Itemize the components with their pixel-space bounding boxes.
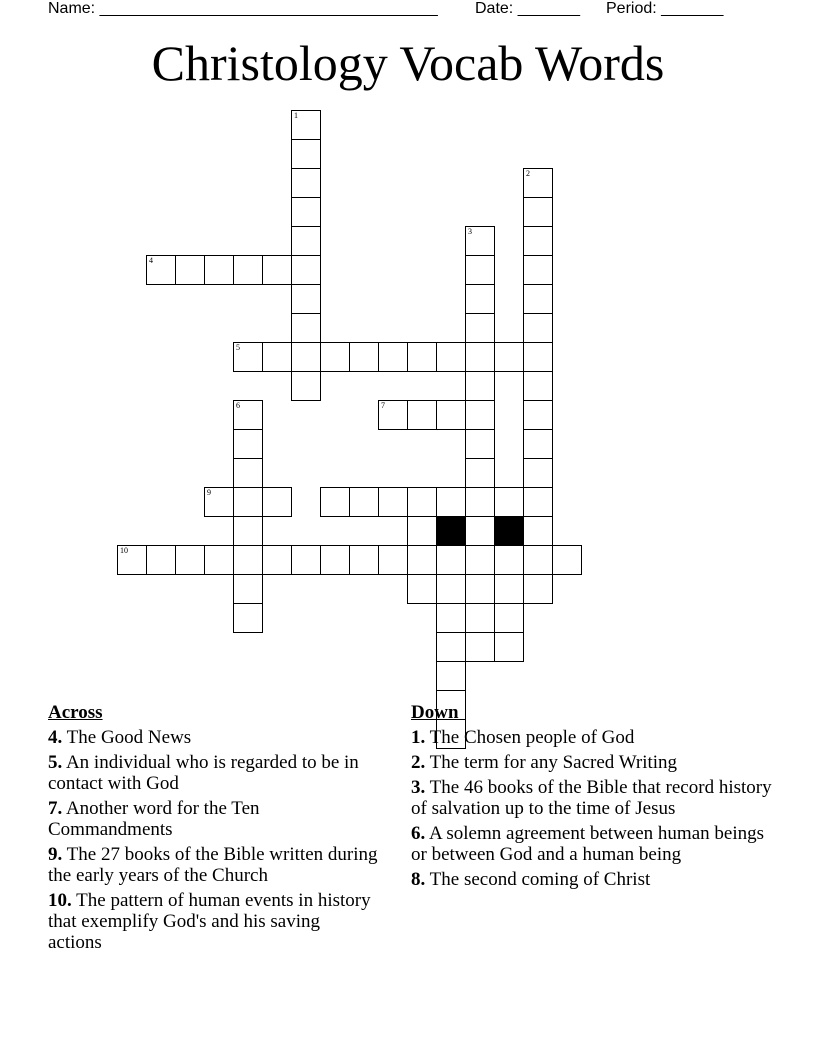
grid-cell[interactable] xyxy=(233,400,263,430)
grid-cell[interactable] xyxy=(552,545,582,575)
grid-cell[interactable] xyxy=(465,545,495,575)
grid-cell[interactable] xyxy=(523,342,553,372)
cell-number: 2 xyxy=(526,169,530,178)
grid-cell[interactable] xyxy=(523,400,553,430)
grid-cell[interactable] xyxy=(436,574,466,604)
grid-cell[interactable] xyxy=(204,255,234,285)
grid-cell[interactable] xyxy=(320,545,350,575)
grid-cell[interactable] xyxy=(523,487,553,517)
clue-down xyxy=(411,752,776,773)
grid-cell[interactable] xyxy=(175,545,205,575)
grid-cell[interactable] xyxy=(291,168,321,198)
grid-cell[interactable] xyxy=(523,226,553,256)
grid-cell[interactable] xyxy=(378,342,408,372)
grid-cell[interactable] xyxy=(291,197,321,227)
grid-cell[interactable] xyxy=(494,487,524,517)
grid-cell[interactable] xyxy=(233,342,263,372)
grid-cell[interactable] xyxy=(262,342,292,372)
grid-cell[interactable] xyxy=(494,545,524,575)
grid-cell[interactable] xyxy=(233,574,263,604)
clue-number: 6. xyxy=(411,823,426,844)
grid-cell[interactable] xyxy=(523,545,553,575)
grid-cell[interactable] xyxy=(436,661,466,691)
clue-down xyxy=(411,727,776,748)
grid-black-cell xyxy=(436,516,466,546)
down-clues xyxy=(411,702,776,894)
clue-across xyxy=(48,890,378,953)
clue-text: The 27 books of the Bible written during the early years of the Church xyxy=(48,844,378,886)
grid-cell[interactable] xyxy=(523,429,553,459)
clue-across xyxy=(48,727,378,748)
grid-cell[interactable] xyxy=(523,574,553,604)
grid-cell[interactable] xyxy=(436,545,466,575)
grid-cell[interactable] xyxy=(291,371,321,401)
clue-number: 8. xyxy=(411,869,426,890)
grid-cell[interactable] xyxy=(465,487,495,517)
grid-cell[interactable] xyxy=(465,516,495,546)
clue-across xyxy=(48,752,378,794)
cell-number: 9 xyxy=(207,488,211,497)
clue-number: 2. xyxy=(411,752,426,773)
grid-cell[interactable] xyxy=(204,545,234,575)
clue-down xyxy=(411,777,776,819)
grid-cell[interactable] xyxy=(494,632,524,662)
grid-cell[interactable] xyxy=(291,226,321,256)
grid-cell[interactable] xyxy=(204,487,234,517)
cell-number: 5 xyxy=(236,343,240,352)
grid-cell[interactable] xyxy=(349,545,379,575)
cell-number: 1 xyxy=(294,111,298,120)
across-clues xyxy=(48,702,378,957)
grid-cell[interactable] xyxy=(407,545,437,575)
grid-cell[interactable] xyxy=(291,313,321,343)
grid-cell[interactable] xyxy=(262,545,292,575)
across-heading: Across xyxy=(48,702,103,723)
date-field[interactable]: Date: _______ xyxy=(475,0,580,17)
cell-number: 4 xyxy=(149,256,153,265)
grid-cell[interactable] xyxy=(494,574,524,604)
clue-text: An individual who is regarded to be in contact with God xyxy=(48,752,359,794)
grid-cell[interactable] xyxy=(523,255,553,285)
grid-cell[interactable] xyxy=(436,632,466,662)
grid-cell[interactable] xyxy=(407,400,437,430)
clue-number: 3. xyxy=(411,777,426,798)
grid-cell[interactable] xyxy=(465,255,495,285)
grid-cell[interactable] xyxy=(233,255,263,285)
grid-cell[interactable] xyxy=(523,168,553,198)
grid-cell[interactable] xyxy=(523,458,553,488)
grid-cell[interactable] xyxy=(465,400,495,430)
grid-cell[interactable] xyxy=(523,516,553,546)
grid-cell[interactable] xyxy=(436,342,466,372)
clue-number: 5. xyxy=(48,752,63,773)
clue-text: The second coming of Christ xyxy=(429,869,651,890)
grid-cell[interactable] xyxy=(291,342,321,372)
clue-text: The 46 books of the Bible that record history of salvation up to the time of Jesus xyxy=(411,777,772,819)
puzzle-title: Christology Vocab Words xyxy=(151,35,665,91)
grid-cell[interactable] xyxy=(349,487,379,517)
cell-number: 6 xyxy=(236,401,240,410)
grid-cell[interactable] xyxy=(465,313,495,343)
grid-cell[interactable] xyxy=(291,255,321,285)
grid-cell[interactable] xyxy=(262,255,292,285)
clue-number: 7. xyxy=(48,798,63,819)
down-heading: Down xyxy=(411,702,459,723)
clue-number: 1. xyxy=(411,727,426,748)
grid-cell[interactable] xyxy=(262,487,292,517)
clue-across xyxy=(48,844,378,886)
grid-cell[interactable] xyxy=(436,487,466,517)
grid-cell[interactable] xyxy=(407,487,437,517)
name-field[interactable]: Name: ______________________________________ xyxy=(48,0,438,17)
grid-cell[interactable] xyxy=(465,458,495,488)
clue-text: Another word for the Ten Commandments xyxy=(48,798,260,840)
clue-text: A solemn agreement between human beings or between God and a human being xyxy=(411,823,764,865)
grid-cell[interactable] xyxy=(117,545,147,575)
grid-cell[interactable] xyxy=(407,574,437,604)
grid-black-cell xyxy=(494,516,524,546)
grid-cell[interactable] xyxy=(465,429,495,459)
cell-number: 7 xyxy=(381,401,385,410)
grid-cell[interactable] xyxy=(436,603,466,633)
clue-text: The term for any Sacred Writing xyxy=(429,752,678,773)
grid-cell[interactable] xyxy=(291,139,321,169)
grid-cell[interactable] xyxy=(436,400,466,430)
grid-cell[interactable] xyxy=(320,342,350,372)
grid-cell[interactable] xyxy=(233,487,263,517)
period-field[interactable]: Period: _______ xyxy=(606,0,724,17)
clue-across xyxy=(48,798,378,840)
grid-cell[interactable] xyxy=(523,371,553,401)
grid-cell[interactable] xyxy=(494,603,524,633)
grid-cell[interactable] xyxy=(494,342,524,372)
grid-cell[interactable] xyxy=(465,226,495,256)
cell-number: 10 xyxy=(120,546,128,555)
grid-cell[interactable] xyxy=(233,603,263,633)
grid-cell[interactable] xyxy=(465,574,495,604)
grid-cell[interactable] xyxy=(146,255,176,285)
grid-cell[interactable] xyxy=(233,429,263,459)
grid-cell[interactable] xyxy=(233,516,263,546)
clue-down xyxy=(411,869,776,890)
grid-cell[interactable] xyxy=(378,400,408,430)
clue-text: The Good News xyxy=(66,727,192,748)
grid-cell[interactable] xyxy=(523,197,553,227)
cell-number: 3 xyxy=(468,227,472,236)
clue-number: 9. xyxy=(48,844,63,865)
grid-cell[interactable] xyxy=(233,458,263,488)
grid-cell[interactable] xyxy=(175,255,205,285)
clue-text: The Chosen people of God xyxy=(429,727,635,748)
grid-cell[interactable] xyxy=(291,110,321,140)
grid-cell[interactable] xyxy=(378,545,408,575)
grid-cell[interactable] xyxy=(320,487,350,517)
grid-cell[interactable] xyxy=(291,545,321,575)
grid-cell[interactable] xyxy=(465,603,495,633)
grid-cell[interactable] xyxy=(378,487,408,517)
grid-cell[interactable] xyxy=(233,545,263,575)
grid-cell[interactable] xyxy=(465,371,495,401)
clue-text: The pattern of human events in history that exemplify God's and his saving actions xyxy=(48,890,371,953)
grid-cell[interactable] xyxy=(523,313,553,343)
grid-cell[interactable] xyxy=(523,284,553,314)
grid-cell[interactable] xyxy=(349,342,379,372)
grid-cell[interactable] xyxy=(407,342,437,372)
grid-cell[interactable] xyxy=(465,284,495,314)
grid-cell[interactable] xyxy=(465,632,495,662)
grid-cell[interactable] xyxy=(407,516,437,546)
clue-down xyxy=(411,823,776,865)
clue-number: 10. xyxy=(48,890,72,911)
grid-cell[interactable] xyxy=(291,284,321,314)
clue-number: 4. xyxy=(48,727,63,748)
grid-cell[interactable] xyxy=(465,342,495,372)
grid-cell[interactable] xyxy=(146,545,176,575)
